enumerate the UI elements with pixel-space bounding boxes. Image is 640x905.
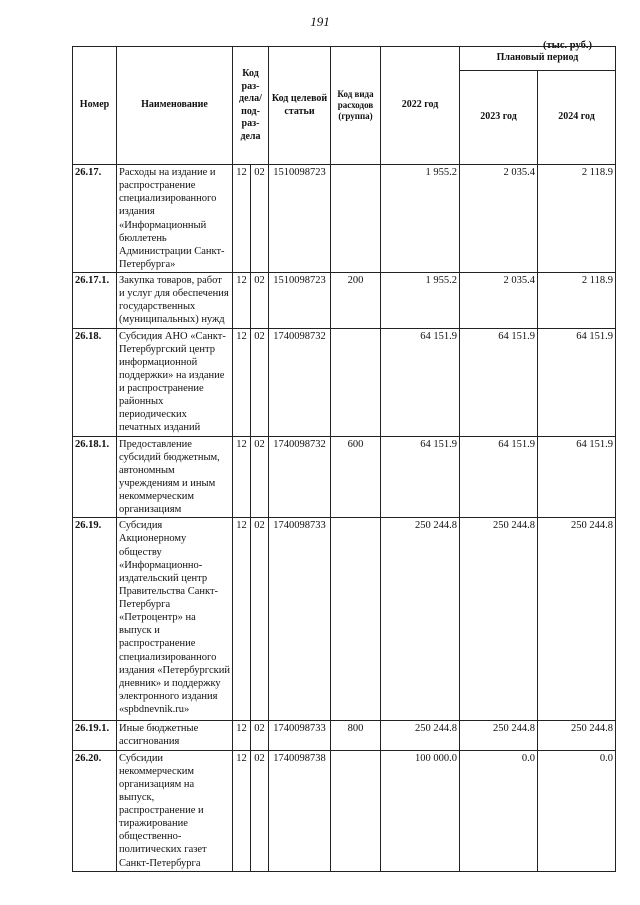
row-section: 12 (233, 165, 251, 273)
header-number: Номер (73, 47, 117, 165)
header-2022: 2022 год (381, 47, 460, 165)
row-expense-type: 800 (331, 721, 381, 750)
row-name: Закупка товаров, работ и услуг для обеспечения государственных (муниципальных) нужд (117, 273, 233, 329)
row-section: 12 (233, 273, 251, 329)
row-name: Субсидии некоммерческим организациям на выпуск, распространение и тиражирование общественно-политических газет Санкт-Петербурга (117, 750, 233, 871)
row-name: Предоставление субсидий бюджетным, автономным учреждениям и иным некоммерческим организациям (117, 436, 233, 518)
page-number: 191 (310, 14, 330, 29)
row-value-2024: 64 151.9 (538, 328, 616, 436)
row-name: Иные бюджетные ассигнования (117, 721, 233, 750)
row-expense-type: 600 (331, 436, 381, 518)
table-row (73, 518, 616, 721)
row-value-2024: 64 151.9 (538, 436, 616, 518)
row-value-2024: 2 118.9 (538, 165, 616, 273)
row-target: 1740098732 (269, 436, 331, 518)
row-value-2023: 64 151.9 (460, 436, 538, 518)
row-number: 26.17. (73, 165, 117, 273)
row-subsection: 02 (251, 328, 269, 436)
table-row (73, 436, 616, 518)
row-value-2024: 0.0 (538, 750, 616, 871)
row-expense-type (331, 165, 381, 273)
row-target: 1510098723 (269, 165, 331, 273)
row-value-2023: 64 151.9 (460, 328, 538, 436)
row-number: 26.20. (73, 750, 117, 871)
row-section: 12 (233, 328, 251, 436)
header-2023: 2023 год (460, 71, 538, 165)
row-value-2024: 2 118.9 (538, 273, 616, 329)
header-2024: 2024 год (538, 71, 616, 165)
table-row (73, 721, 616, 750)
row-expense-type (331, 328, 381, 436)
row-expense-type (331, 750, 381, 871)
row-subsection: 02 (251, 721, 269, 750)
header-expense: Код вида расходов (группа) (331, 47, 381, 165)
row-value-2022: 64 151.9 (381, 328, 460, 436)
row-number: 26.18. (73, 328, 117, 436)
table-row (73, 165, 616, 273)
row-value-2022: 64 151.9 (381, 436, 460, 518)
header-target: Код целевой статьи (269, 47, 331, 165)
row-subsection: 02 (251, 273, 269, 329)
row-subsection: 02 (251, 518, 269, 721)
row-target: 1740098738 (269, 750, 331, 871)
row-value-2022: 1 955.2 (381, 273, 460, 329)
row-value-2022: 100 000.0 (381, 750, 460, 871)
budget-table (72, 46, 616, 872)
row-number: 26.17.1. (73, 273, 117, 329)
header-section: Код раз-дела/ под-раз-дела (233, 47, 269, 165)
header-planned: Плановый период (460, 47, 616, 71)
row-target: 1740098733 (269, 518, 331, 721)
row-expense-type (331, 518, 381, 721)
row-subsection: 02 (251, 750, 269, 871)
row-number: 26.19. (73, 518, 117, 721)
row-target: 1740098733 (269, 721, 331, 750)
units-label: (тыс. руб.) (543, 40, 592, 51)
row-section: 12 (233, 721, 251, 750)
row-value-2022: 1 955.2 (381, 165, 460, 273)
row-value-2024: 250 244.8 (538, 518, 616, 721)
row-section: 12 (233, 518, 251, 721)
row-target: 1510098723 (269, 273, 331, 329)
table-row (73, 273, 616, 329)
row-value-2022: 250 244.8 (381, 518, 460, 721)
table-row (73, 750, 616, 871)
row-expense-type: 200 (331, 273, 381, 329)
row-section: 12 (233, 436, 251, 518)
row-value-2023: 2 035.4 (460, 273, 538, 329)
row-section: 12 (233, 750, 251, 871)
row-value-2022: 250 244.8 (381, 721, 460, 750)
row-number: 26.18.1. (73, 436, 117, 518)
row-name: Субсидия АНО «Санкт-Петербургский центр информационной поддержки» на издание и распространение районных периодических печатных изданий (117, 328, 233, 436)
row-value-2024: 250 244.8 (538, 721, 616, 750)
header-name: Наименование (117, 47, 233, 165)
row-value-2023: 0.0 (460, 750, 538, 871)
row-name: Субсидия Акционерному обществу «Информационно-издательский центр Правительства Санкт-Петербурга «Петроцентр» на выпуск и распространение специализированного издания «Петербургский дневник» и поддержку электронного издания «spbdnevnik.ru» (117, 518, 233, 721)
row-value-2023: 250 244.8 (460, 518, 538, 721)
row-target: 1740098732 (269, 328, 331, 436)
row-number: 26.19.1. (73, 721, 117, 750)
row-name: Расходы на издание и распространение специализированного издания «Информационный бюллетень Администрации Санкт-Петербурга» (117, 165, 233, 273)
row-value-2023: 250 244.8 (460, 721, 538, 750)
row-subsection: 02 (251, 436, 269, 518)
row-subsection: 02 (251, 165, 269, 273)
table-row (73, 328, 616, 436)
row-value-2023: 2 035.4 (460, 165, 538, 273)
